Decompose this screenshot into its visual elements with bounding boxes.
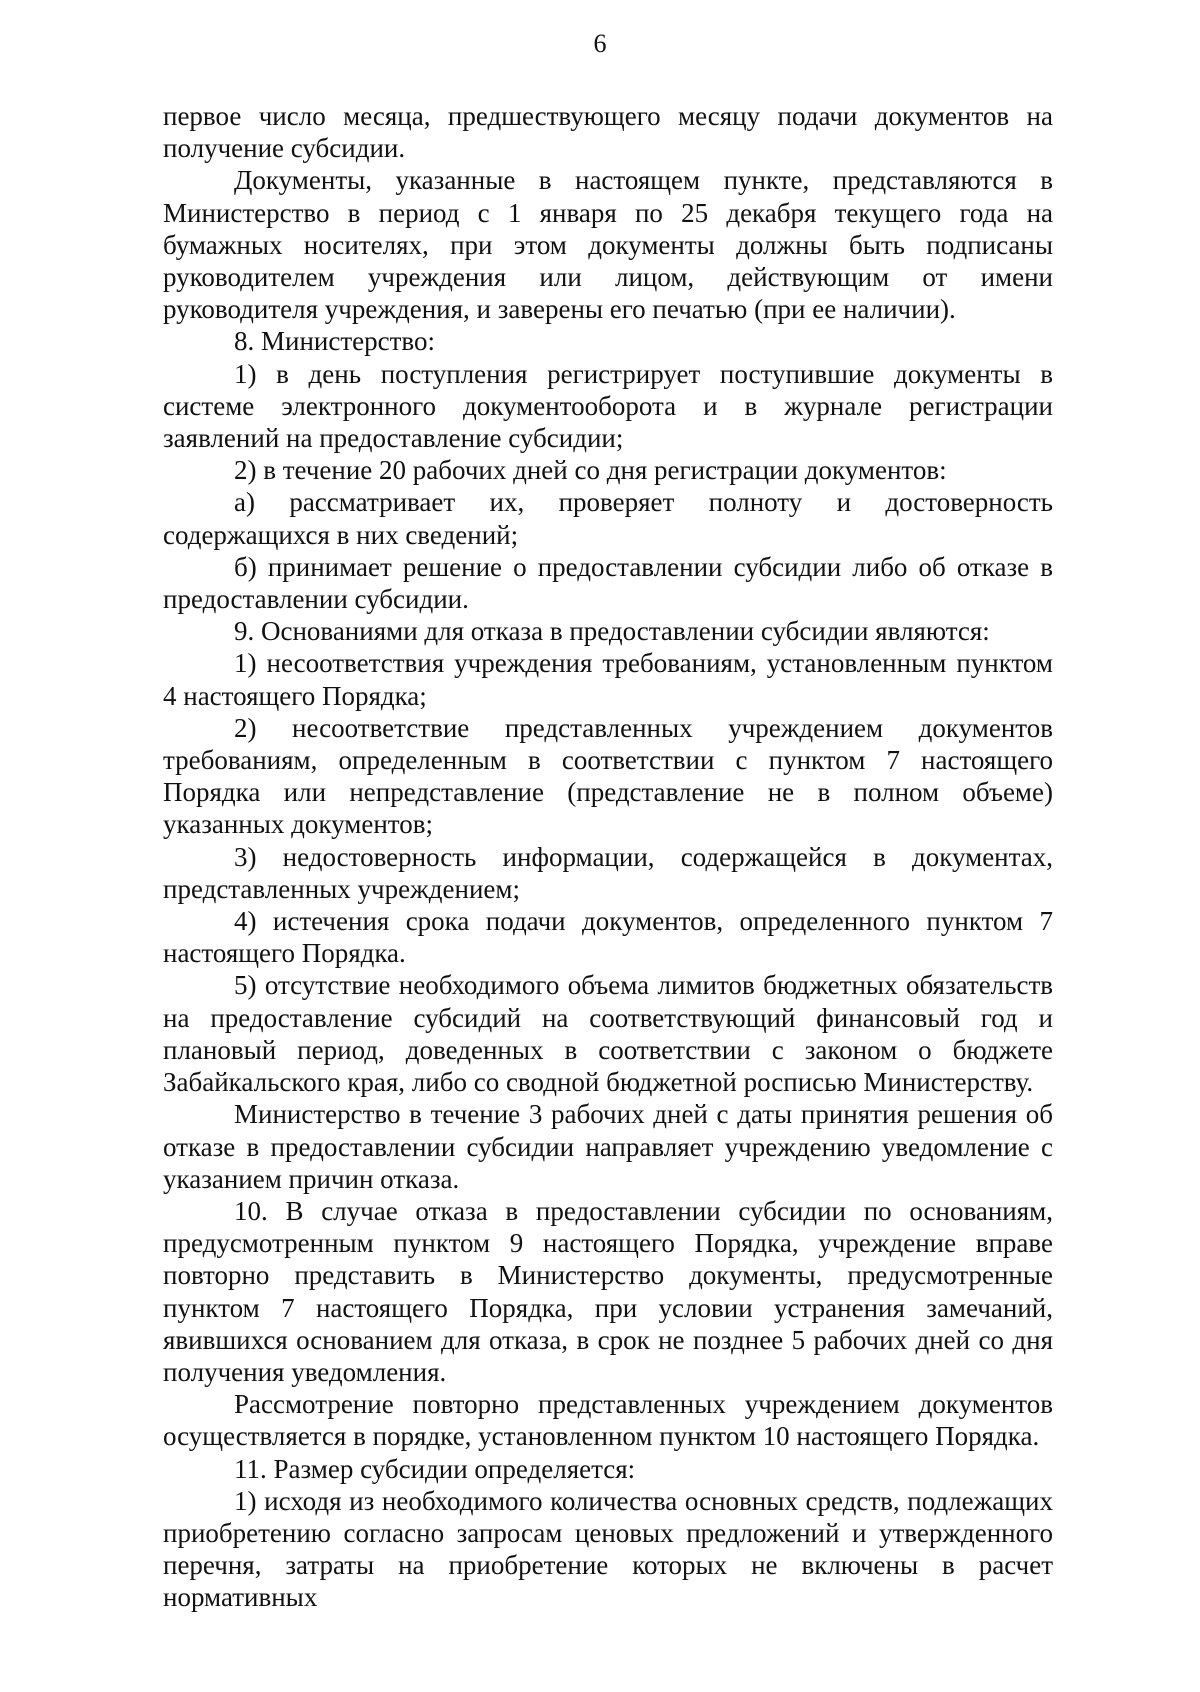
paragraph: 1) исходя из необходимого количества основных средств, подлежащих приобретению согласно запросам ценовых предложений и утвержденного перечня, затраты на приобретение которых не включены в расчет нормативных [163, 1485, 1053, 1613]
paragraph: а) рассматривает их, проверяет полноту и достоверность содержащихся в них сведений; [163, 487, 1053, 550]
paragraph: 4) истечения срока подачи документов, определенного пунктом 7 настоящего Порядка. [163, 906, 1053, 969]
section-heading: 8. Министерство: [234, 326, 435, 357]
paragraph: Рассмотрение повторно представленных учреждением документов осуществляется в порядке, установленном пунктом 10 настоящего Порядка. [163, 1389, 1053, 1452]
paragraph: 1) в день поступления регистрирует поступившие документы в системе электронного документооборота и в журнале регистрации заявлений на предоставление субсидии; [163, 358, 1053, 454]
paragraph: 3) недостоверность информации, содержащейся в документах, представленных учреждением; [163, 841, 1053, 904]
paragraph: 2) несоответствие представленных учреждением документов требованиям, определенным в соответствии с пунктом 7 настоящего Порядка или непредставление (представление не в полном объеме) указанных документов; [163, 712, 1053, 840]
paragraph: 5) отсутствие необходимого объема лимитов бюджетных обязательств на предоставление субсидий на соответствующий финансовый год и плановый период, доведенных в соответствии с законом о бюджете Забайкальского края, либо со сводной бюджетной росписью Министерству. [163, 970, 1053, 1098]
document-body [163, 100, 1053, 1614]
paragraph: б) принимает решение о предоставлении субсидии либо об отказе в предоставлении субсидии. [163, 551, 1053, 615]
paragraph: 10. В случае отказа в предоставлении субсидии по основаниям, предусмотренным пунктом 9 настоящего Порядка, учреждение вправе повторно представить в Министерство документы, предусмотренные пунктом 7 настоящего Порядка, при условии устранения замечаний, явившихся основанием для отказа, в срок не позднее 5 рабочих дней со дня получения уведомления. [163, 1195, 1053, 1387]
page-number: 6 [593, 29, 607, 58]
paragraph: 2) в течение 20 рабочих дней со дня регистрации документов: [234, 455, 947, 486]
section-heading: 11. Размер субсидии определяется: [234, 1453, 636, 1484]
paragraph: Министерство в течение 3 рабочих дней с даты принятия решения об отказе в предоставлении субсидии направляет учреждению уведомление с указанием причин отказа. [163, 1099, 1053, 1194]
paragraph: 1) несоответствия учреждения требованиям, установленным пунктом 4 настоящего Порядка; [163, 648, 1053, 711]
section-heading: 9. Основаниями для отказа в предоставлении субсидии являются: [234, 616, 990, 647]
paragraph: Документы, указанные в настоящем пункте, представляются в Министерство в период с 1 января по 25 декабря текущего года на бумажных носителях, при этом документы должны быть подписаны руководителем учреждения или лицом, действующим от имени руководителя учреждения, и заверены его печатью (при ее наличии). [163, 165, 1053, 325]
paragraph: первое число месяца, предшествующего месяцу подачи документов на получение субсидии. [163, 101, 1053, 164]
